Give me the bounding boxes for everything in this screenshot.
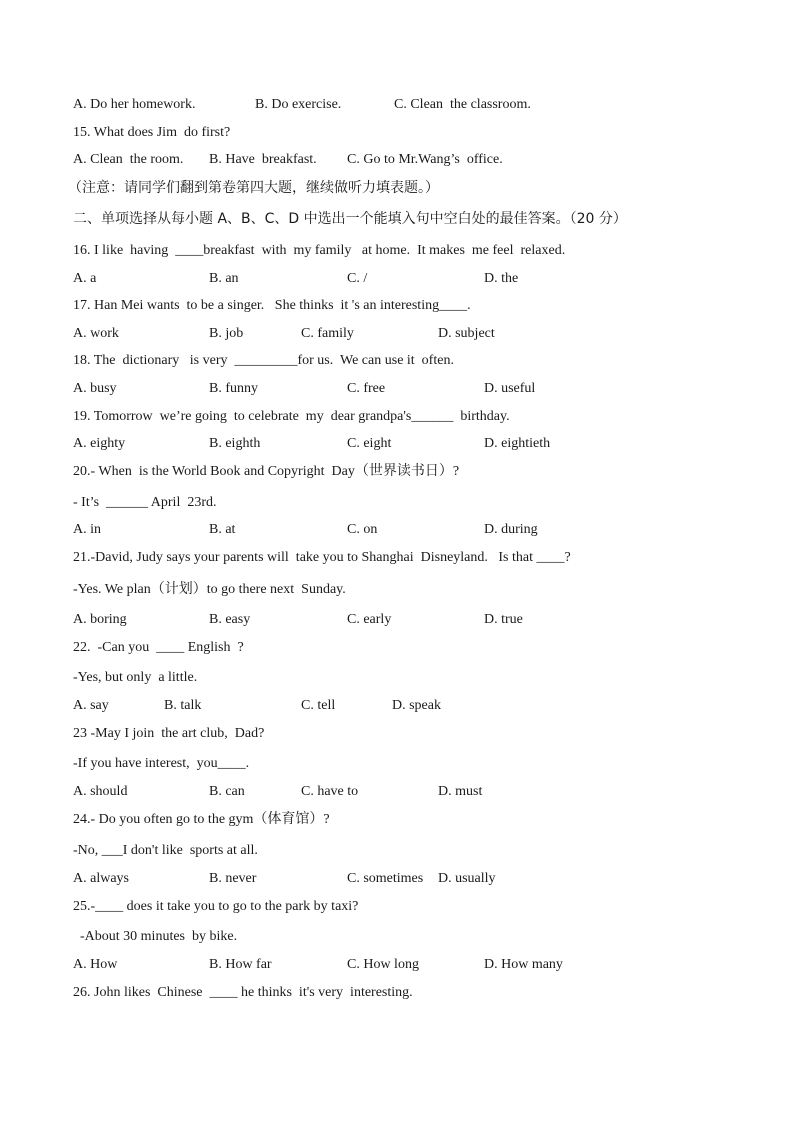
text-line: - It’s ______ April 23rd. bbox=[73, 495, 217, 510]
text-line: （注意：请同学们翻到第卷第四大题，继续做听力填表题。） bbox=[68, 180, 439, 196]
option-b: B. How far bbox=[209, 957, 272, 972]
option-d: D. must bbox=[438, 784, 483, 799]
option-d: D. the bbox=[484, 271, 519, 286]
option-c: C. How long bbox=[347, 957, 419, 972]
text-line: 25.-____ does it take you to go to the park by taxi? bbox=[73, 899, 359, 914]
option-a: A. should bbox=[73, 784, 128, 799]
option-b: B. Have breakfast. bbox=[209, 152, 317, 167]
text-line: 24.- Do you often go to the gym（体育馆）? bbox=[73, 812, 330, 827]
option-c: C. on bbox=[347, 522, 378, 537]
option-c: C. free bbox=[347, 381, 386, 396]
option-a: A. Clean the room. bbox=[73, 152, 184, 167]
option-d: D. eightieth bbox=[484, 436, 551, 451]
option-b: B. can bbox=[209, 784, 245, 799]
text-line: -No, ___I don't like sports at all. bbox=[73, 843, 258, 858]
option-d: D. How many bbox=[484, 957, 563, 972]
option-c: C. family bbox=[301, 326, 354, 341]
text-line: -Yes. We plan（计划）to go there next Sunday. bbox=[73, 582, 346, 597]
text-line: 二、单项选择从每小题 A、B、C、D 中选出一个能填入句中空白处的最佳答案。（20 分） bbox=[73, 211, 627, 227]
option-a: A. boring bbox=[73, 612, 127, 627]
option-d: D. usually bbox=[438, 871, 496, 886]
option-c: C. early bbox=[347, 612, 392, 627]
text-line: 22. -Can you ____ English ? bbox=[73, 640, 244, 655]
option-b: B. Do exercise. bbox=[255, 97, 342, 112]
option-b: B. eighth bbox=[209, 436, 261, 451]
text-line: -If you have interest, you____. bbox=[73, 756, 250, 771]
option-c: C. tell bbox=[301, 698, 336, 713]
text-line: 26. John likes Chinese ____ he thinks it's very interesting. bbox=[73, 985, 413, 1000]
option-a: A. work bbox=[73, 326, 119, 341]
text-line: 19. Tomorrow we’re going to celebrate my dear grandpa's______ birthday. bbox=[73, 409, 510, 424]
option-a: A. say bbox=[73, 698, 109, 713]
option-b: B. an bbox=[209, 271, 239, 286]
option-a: A. eighty bbox=[73, 436, 126, 451]
text-line: -About 30 minutes by bike. bbox=[73, 929, 238, 944]
option-b: B. never bbox=[209, 871, 257, 886]
option-a: A. How bbox=[73, 957, 118, 972]
option-d: D. during bbox=[484, 522, 538, 537]
option-d: D. subject bbox=[438, 326, 495, 341]
option-c: C. eight bbox=[347, 436, 392, 451]
text-line: 21.-David, Judy says your parents will take you to Shanghai Disneyland. Is that ____? bbox=[73, 550, 571, 565]
option-a: A. a bbox=[73, 271, 97, 286]
option-b: B. funny bbox=[209, 381, 258, 396]
text-line: 18. The dictionary is very _________for us. We can use it often. bbox=[73, 353, 454, 368]
option-a: A. always bbox=[73, 871, 129, 886]
option-c: C. Go to Mr.Wang’s office. bbox=[347, 152, 503, 167]
option-a: A. busy bbox=[73, 381, 117, 396]
option-b: B. job bbox=[209, 326, 244, 341]
option-c: C. / bbox=[347, 271, 368, 286]
text-line: 23 -May I join the art club, Dad? bbox=[73, 726, 265, 741]
text-line: 16. I like having ____breakfast with my family at home. It makes me feel relaxed. bbox=[73, 243, 566, 258]
option-d: D. speak bbox=[392, 698, 441, 713]
option-d: D. useful bbox=[484, 381, 536, 396]
option-b: B. easy bbox=[209, 612, 251, 627]
option-c: C. Clean the classroom. bbox=[394, 97, 531, 112]
option-d: D. true bbox=[484, 612, 523, 627]
option-a: A. in bbox=[73, 522, 101, 537]
text-line: -Yes, but only a little. bbox=[73, 670, 198, 685]
option-c: C. sometimes bbox=[347, 871, 424, 886]
option-c: C. have to bbox=[301, 784, 359, 799]
option-b: B. talk bbox=[164, 698, 202, 713]
text-line: 15. What does Jim do first? bbox=[73, 125, 231, 140]
option-b: B. at bbox=[209, 522, 236, 537]
text-line: 20.- When is the World Book and Copyright Day（世界读书日）? bbox=[73, 464, 460, 479]
text-line: 17. Han Mei wants to be a singer. She thinks it 's an interesting____. bbox=[73, 298, 471, 313]
option-a: A. Do her homework. bbox=[73, 97, 196, 112]
